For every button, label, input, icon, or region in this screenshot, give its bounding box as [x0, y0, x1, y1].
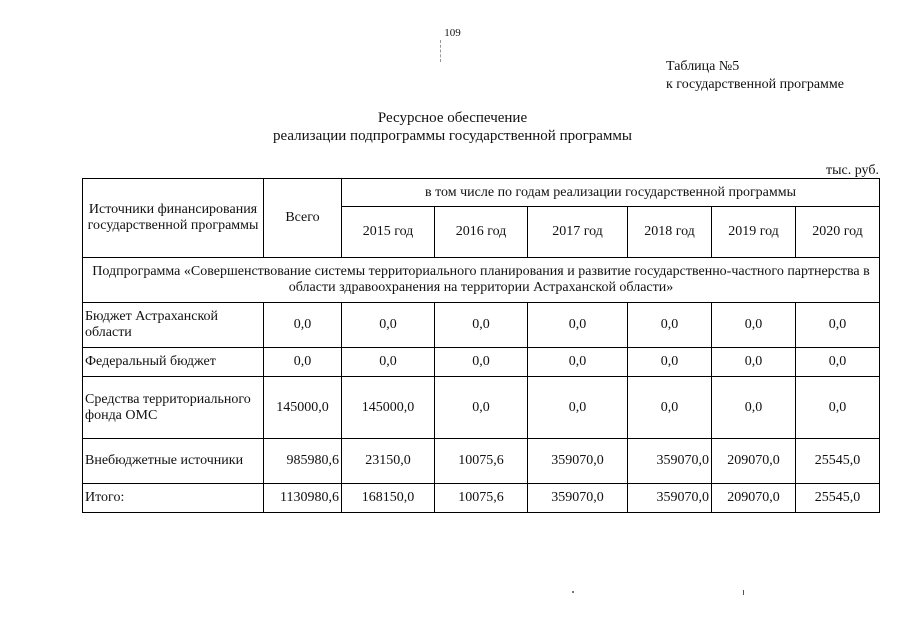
cell-value: 0,0 — [628, 303, 712, 348]
cell-value: 0,0 — [628, 377, 712, 439]
cell-value: 0,0 — [435, 303, 528, 348]
cell-value: 0,0 — [712, 303, 796, 348]
cell-value: 359070,0 — [628, 484, 712, 513]
cell-value: 0,0 — [712, 348, 796, 377]
cell-value: 0,0 — [796, 348, 880, 377]
scan-speck — [572, 591, 574, 593]
table-row — [83, 303, 880, 348]
scan-speck — [743, 590, 744, 595]
header-year: 2015 год — [342, 207, 435, 258]
row-name: Федеральный бюджет — [83, 348, 264, 377]
header-years-group: в том числе по годам реализации государственной программы — [342, 179, 880, 207]
table-row — [83, 377, 880, 439]
row-total: 985980,6 — [264, 439, 342, 484]
scan-mark — [440, 40, 442, 62]
cell-value: 10075,6 — [435, 484, 528, 513]
row-total: 0,0 — [264, 348, 342, 377]
header-year: 2017 год — [528, 207, 628, 258]
subprogram-title: Подпрограмма «Совершенствование системы территориального планирования и развитие государственно-частного партнерства в области здравоохранения на территории Астраханской области» — [83, 258, 880, 303]
header-total: Всего — [264, 179, 342, 258]
cell-value: 0,0 — [435, 348, 528, 377]
row-name: Итого: — [83, 484, 264, 513]
row-total: 145000,0 — [264, 377, 342, 439]
header-year: 2016 год — [435, 207, 528, 258]
row-total: 1130980,6 — [264, 484, 342, 513]
cell-value: 0,0 — [342, 303, 435, 348]
header-year: 2018 год — [628, 207, 712, 258]
table-row — [83, 348, 880, 377]
caption-line-1: Таблица №5 — [666, 59, 740, 74]
cell-value: 168150,0 — [342, 484, 435, 513]
cell-value: 25545,0 — [796, 439, 880, 484]
cell-value: 0,0 — [435, 377, 528, 439]
cell-value: 359070,0 — [628, 439, 712, 484]
cell-value: 25545,0 — [796, 484, 880, 513]
header-year: 2020 год — [796, 207, 880, 258]
resource-table — [82, 178, 880, 513]
cell-value: 209070,0 — [712, 439, 796, 484]
cell-value: 0,0 — [528, 303, 628, 348]
document-title — [0, 109, 905, 145]
unit-label: тыс. руб. — [826, 163, 879, 178]
cell-value: 0,0 — [528, 377, 628, 439]
cell-value: 0,0 — [796, 377, 880, 439]
table-caption — [666, 58, 844, 94]
cell-value: 0,0 — [342, 348, 435, 377]
header-year: 2019 год — [712, 207, 796, 258]
title-line-2: реализации подпрограммы государственной программы — [273, 128, 632, 144]
caption-line-2: к государственной программе — [666, 77, 844, 92]
table-row — [83, 484, 880, 513]
cell-value: 0,0 — [628, 348, 712, 377]
cell-value: 23150,0 — [342, 439, 435, 484]
cell-value: 359070,0 — [528, 439, 628, 484]
cell-value: 145000,0 — [342, 377, 435, 439]
cell-value: 209070,0 — [712, 484, 796, 513]
header-source: Источники финансирования государственной программы — [83, 179, 264, 258]
cell-value: 359070,0 — [528, 484, 628, 513]
cell-value: 0,0 — [796, 303, 880, 348]
title-line-1: Ресурсное обеспечение — [377, 110, 528, 126]
row-name: Бюджет Астраханской области — [83, 303, 264, 348]
table-row — [83, 439, 880, 484]
cell-value: 0,0 — [528, 348, 628, 377]
row-total: 0,0 — [264, 303, 342, 348]
cell-value: 0,0 — [712, 377, 796, 439]
cell-value: 10075,6 — [435, 439, 528, 484]
row-name: Средства территориального фонда ОМС — [83, 377, 264, 439]
page-number: 109 — [444, 27, 461, 39]
row-name: Внебюджетные источники — [83, 439, 264, 484]
